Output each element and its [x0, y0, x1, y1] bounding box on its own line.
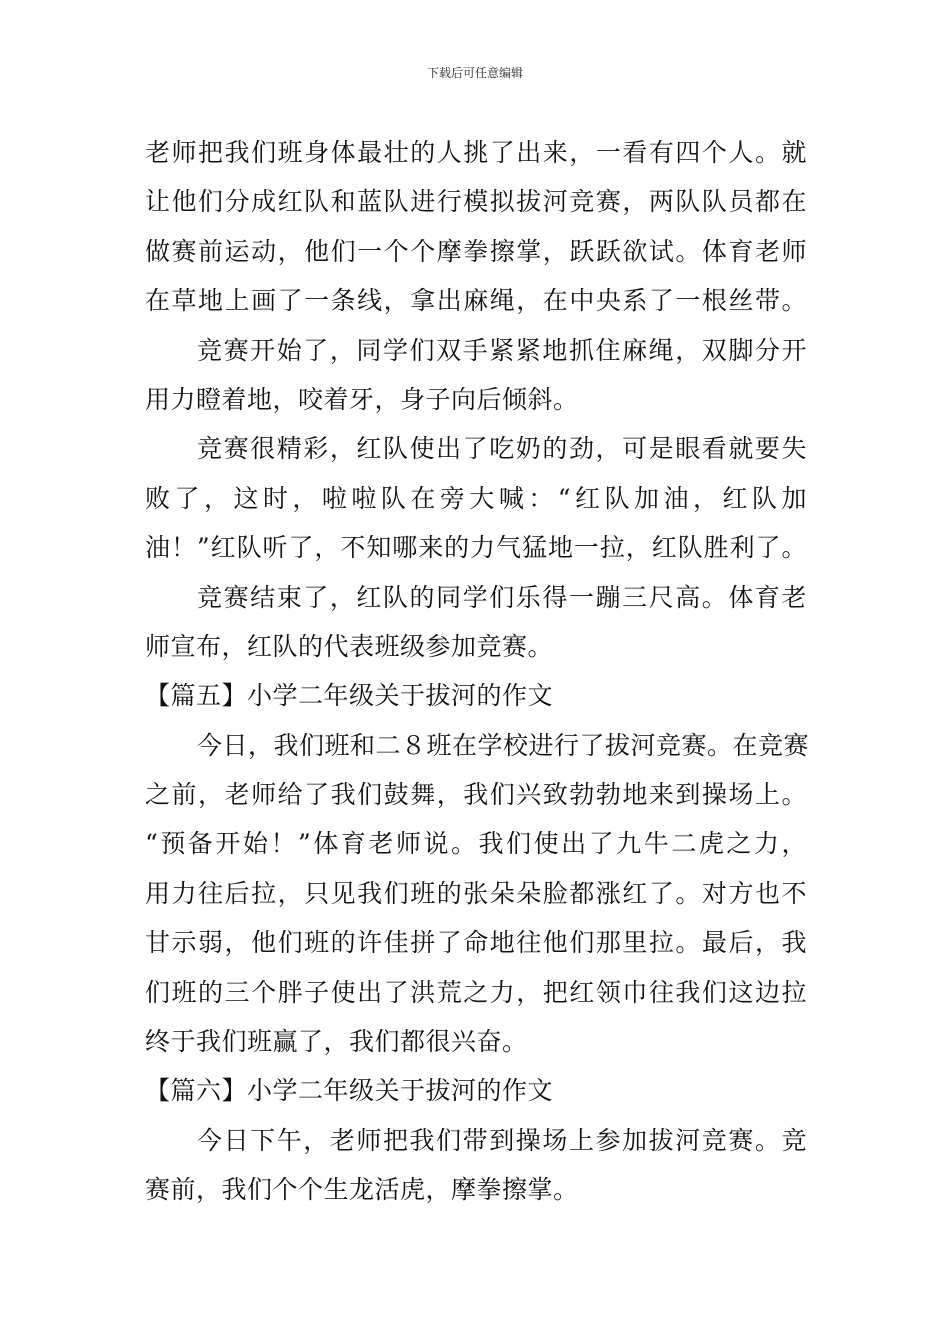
text-line: 今日，我们班和二８班在学校进行了拔河竞赛。在竞赛 — [197, 730, 810, 760]
text-line: 败了，这时，啦啦队在旁大喊：“红队加油，红队加 — [145, 483, 807, 513]
text-line: 师宣布，红队的代表班级参加竞赛。 — [145, 631, 554, 661]
text-line: 油！”红队听了，不知哪来的力气猛地一拉，红队胜利了。 — [145, 533, 807, 563]
paragraph — [145, 573, 807, 672]
section-heading: 【篇五】小学二年级关于拔河的作文 — [145, 681, 554, 711]
text-line: 竞赛很精彩，红队使出了吃奶的劲，可是眼看就要失 — [197, 434, 807, 464]
text-line: 甘示弱，他们班的许佳拼了命地往他们那里拉。最后，我 — [145, 928, 807, 958]
paragraph — [145, 326, 807, 425]
text-line: 在草地上画了一条线，拿出麻绳，在中央系了一根丝带。 — [145, 286, 807, 316]
text-line: 用力瞪着地，咬着牙，身子向后倾斜。 — [145, 384, 579, 414]
page-header: 下载后可任意编辑 — [426, 66, 523, 80]
text-line: 们班的三个胖子使出了洪荒之力，把红领巾往我们这边拉 — [145, 977, 807, 1007]
text-line: 赛前，我们个个生龙活虎，摩拳擦掌。 — [145, 1175, 579, 1205]
paragraph — [145, 128, 807, 326]
document-body — [145, 128, 810, 1215]
paragraph — [145, 424, 807, 572]
text-line: 让他们分成红队和蓝队进行模拟拔河竞赛，两队队员都在 — [145, 187, 807, 217]
text-line: 老师把我们班身体最壮的人挑了出来，一看有四个人。就 — [145, 138, 807, 167]
text-line: 终于我们班赢了，我们都很兴奋。 — [145, 1027, 528, 1057]
text-line: “预备开始！”体育老师说。我们使出了九牛二虎之力， — [145, 829, 807, 859]
section-heading: 【篇六】小学二年级关于拔河的作文 — [145, 1076, 554, 1106]
text-line: 竞赛开始了，同学们双手紧紧地抓住麻绳，双脚分开 — [197, 335, 807, 365]
section-six — [145, 1066, 807, 1214]
text-line: 之前，老师给了我们鼓舞，我们兴致勃勃地来到操场上。 — [145, 780, 807, 810]
text-line: 做赛前运动，他们一个个摩拳擦掌，跃跃欲试。体育老师 — [145, 236, 807, 266]
text-line: 用力往后拉，只见我们班的张朵朵脸都涨红了。对方也不 — [145, 878, 807, 908]
section-five — [145, 671, 810, 1066]
text-line: 竞赛结束了，红队的同学们乐得一蹦三尺高。体育老 — [197, 582, 807, 612]
text-line: 今日下午，老师把我们带到操场上参加拔河竞赛。竞 — [197, 1125, 807, 1155]
